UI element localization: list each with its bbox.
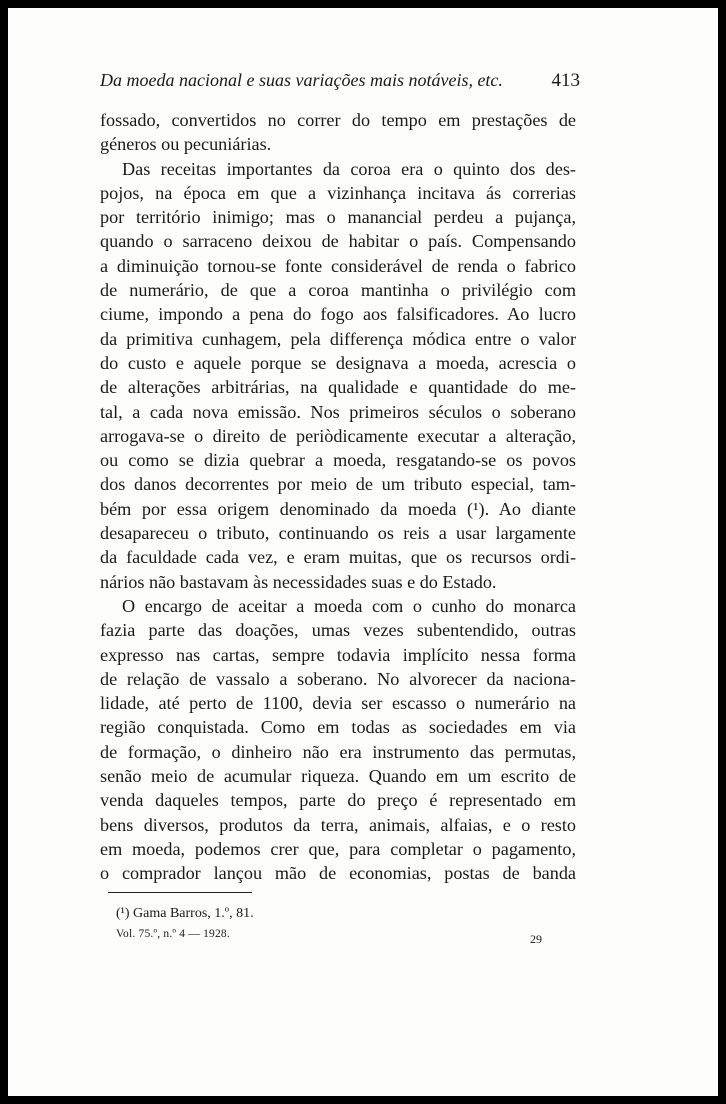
text-line: de formação, o dinheiro não era instrumento das permutas, (100, 741, 576, 762)
text-line: a diminuição tornou-se fonte considerável de renda o fabrico (100, 255, 576, 276)
text-line: ciume, impondo a pena do fogo aos falsificadores. Ao lucro (100, 304, 576, 325)
text-line: senão meio de acumular riqueza. Quando em um escrito de (100, 766, 576, 787)
running-header (100, 70, 580, 100)
footnote-divider (108, 892, 252, 893)
text-line: arrogava-se o direito de periòdicamente executar a alteração, (100, 425, 576, 446)
text-line: região conquistada. Como em todas as sociedades em via (100, 717, 576, 738)
text-line: da primitiva cunhagem, pela differença módica entre o valor (100, 328, 576, 349)
text-line: dos danos decorrentes por meio de um tributo especial, tam- (100, 474, 576, 495)
text-line: fazia parte das doações, umas vezes subentendido, outras (100, 620, 576, 641)
page-number: 413 (551, 70, 580, 91)
text-line: tal, a cada nova emissão. Nos primeiros séculos o soberano (100, 401, 576, 422)
text-line: venda daqueles tempos, parte do preço é representado em (100, 790, 576, 811)
text-line: da faculdade cada vez, e eram muitas, que os recursos ordi- (100, 547, 576, 568)
text-line: O encargo de aceitar a moeda com o cunho do monarca (122, 595, 576, 616)
text-line: nários não bastavam às necessidades suas e do Estado. (100, 571, 497, 592)
text-line: do custo e aquele porque se designava a moeda, acrescia o (100, 352, 576, 373)
text-line: pojos, na época em que a vizinhança incitava ás correrias (100, 182, 576, 203)
footnote: (¹) Gama Barros, 1.º, 81. (116, 906, 254, 921)
running-title: Da moeda nacional e suas variações mais notáveis, etc. (100, 70, 503, 90)
body-text (100, 108, 576, 886)
signature-mark: 29 (530, 932, 542, 946)
text-line: de numerário, de que a coroa mantinha o privilégio com (100, 280, 576, 301)
volume-line: Vol. 75.º, n.º 4 — 1928. (116, 928, 230, 940)
text-line: desapareceu o tributo, continuando os reis a usar largamente (100, 523, 576, 544)
text-line: em moeda, podemos crer que, para completar o pagamento, (100, 838, 576, 859)
text-line: expresso nas cartas, sempre todavia implícito nessa forma (100, 644, 576, 665)
text-line: por território inimigo; mas o manancial perdeu a pujança, (100, 207, 576, 228)
text-line: bém por essa origem denominado da moeda (¹). Ao diante (100, 498, 576, 519)
text-line: de alterações arbitrárias, na qualidade e quantidade do me- (100, 377, 576, 398)
text-line: ou como se dizia quebrar a moeda, resgatando-se os povos (100, 450, 576, 471)
text-line: bens diversos, produtos da terra, animais, alfaias, e o resto (100, 814, 576, 835)
text-line: Das receitas importantes da coroa era o quinto dos des- (122, 158, 576, 179)
text-line: de relação de vassalo a soberano. No alvorecer da naciona- (100, 668, 576, 689)
text-line: lidade, até perto de 1100, devia ser escasso o numerário na (100, 693, 576, 714)
text-line: géneros ou pecuniárias. (100, 134, 272, 155)
text-line: fossado, convertidos no correr do tempo em prestações de (100, 110, 576, 130)
text-line: quando o sarraceno deixou de habitar o país. Compensando (100, 231, 576, 252)
text-line: o comprador lançou mão de economias, postas de banda (100, 863, 576, 884)
document-page (8, 8, 718, 1096)
